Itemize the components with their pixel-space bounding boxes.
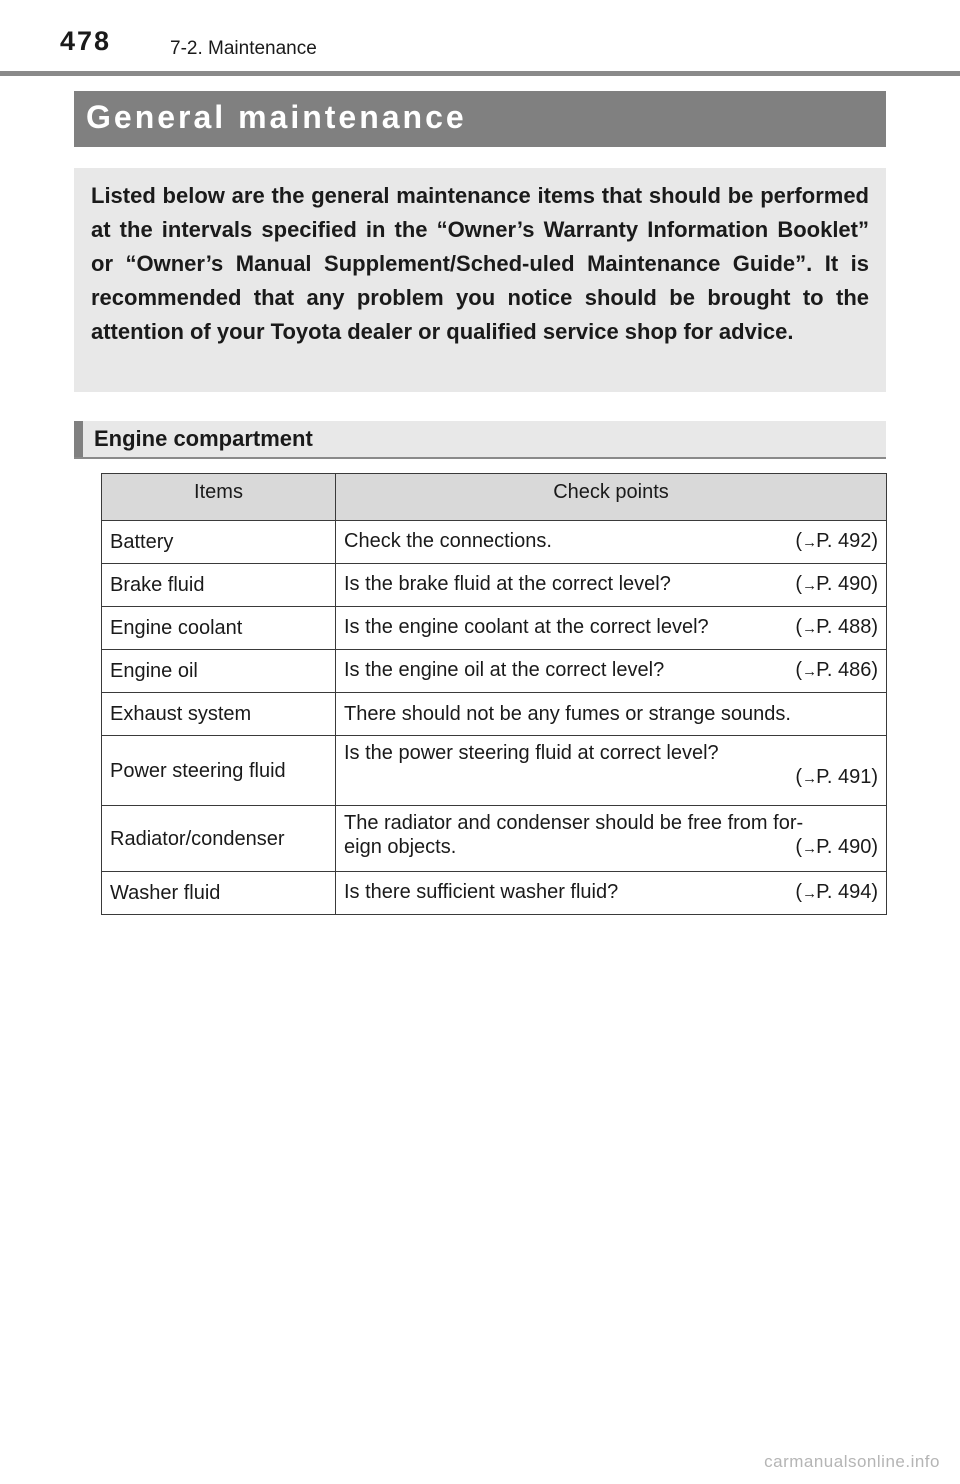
arrow-icon: →	[802, 534, 817, 551]
table-row	[102, 693, 887, 736]
check-cell	[336, 736, 887, 806]
table-row	[102, 564, 887, 607]
arrow-icon: →	[802, 620, 817, 637]
section-label: 7-2. Maintenance	[170, 38, 317, 59]
arrow-icon: →	[802, 577, 817, 594]
check-text: Check the connections.	[344, 530, 552, 552]
check-text: Is the brake fluid at the correct level?	[344, 573, 671, 595]
table-row	[102, 872, 887, 915]
page-reference[interactable]: (→P. 494)	[795, 881, 878, 903]
page-reference[interactable]: (→P. 492)	[795, 530, 878, 552]
table-row	[102, 736, 887, 806]
intro-paragraph: Listed below are the general maintenance items that should be performed at the intervals specified in the “Owner’s Warranty Information Booklet” or “Owner’s Manual Supplement/Sched-uled Maintenance Guide”. It is recommended that any problem you notice should be brought to the attention of your Toyota dealer or qualified service shop for advice.	[91, 183, 869, 344]
item-cell: Battery	[102, 521, 336, 564]
subsection-accent-bar	[74, 421, 83, 457]
table-header-row	[102, 474, 887, 521]
check-cell	[336, 564, 887, 607]
page-number: 478	[60, 26, 112, 56]
arrow-icon: →	[802, 663, 817, 680]
check-text: Is the power steering fluid at correct level?	[344, 742, 719, 764]
check-text: There should not be any fumes or strange sounds.	[344, 703, 791, 725]
header-check-points: Check points	[336, 474, 887, 521]
table-row	[102, 806, 887, 872]
check-cell	[336, 693, 887, 736]
item-cell: Brake fluid	[102, 564, 336, 607]
table-row	[102, 607, 887, 650]
check-cell	[336, 872, 887, 915]
page-reference[interactable]: (→P. 486)	[795, 659, 878, 681]
page-title: General maintenance	[86, 99, 467, 135]
item-cell: Engine coolant	[102, 607, 336, 650]
maintenance-table	[101, 473, 887, 915]
check-text: Is there sufficient washer fluid?	[344, 881, 619, 903]
check-cell	[336, 607, 887, 650]
title-bar	[74, 91, 886, 147]
header-divider	[0, 71, 960, 76]
header-items: Items	[102, 474, 336, 521]
watermark: carmanualsonline.info	[764, 1452, 940, 1471]
item-cell: Engine oil	[102, 650, 336, 693]
item-cell: Radiator/condenser	[102, 806, 336, 872]
arrow-icon: →	[802, 885, 817, 902]
arrow-icon: →	[802, 770, 817, 787]
subsection-title: Engine compartment	[94, 426, 313, 451]
check-text: The radiator and condenser should be free from for-	[344, 812, 804, 834]
page-header	[0, 0, 960, 80]
arrow-icon: →	[802, 840, 817, 857]
page-reference[interactable]: (→P. 490)	[795, 573, 878, 595]
item-cell: Washer fluid	[102, 872, 336, 915]
intro-box	[74, 168, 886, 392]
check-cell	[336, 806, 887, 872]
page-reference[interactable]: (→P. 488)	[795, 616, 878, 638]
check-cell	[336, 650, 887, 693]
check-cell	[336, 521, 887, 564]
page-reference[interactable]: (→P. 491)	[795, 766, 878, 788]
item-cell: Power steering fluid	[102, 736, 336, 806]
check-text: Is the engine coolant at the correct level?	[344, 616, 709, 638]
table-row	[102, 650, 887, 693]
check-text: Is the engine oil at the correct level?	[344, 659, 665, 681]
table-row	[102, 521, 887, 564]
page-reference[interactable]: (→P. 490)	[795, 836, 878, 858]
subsection-heading	[74, 421, 886, 459]
item-cell: Exhaust system	[102, 693, 336, 736]
check-text-continued: eign objects.	[344, 836, 457, 858]
